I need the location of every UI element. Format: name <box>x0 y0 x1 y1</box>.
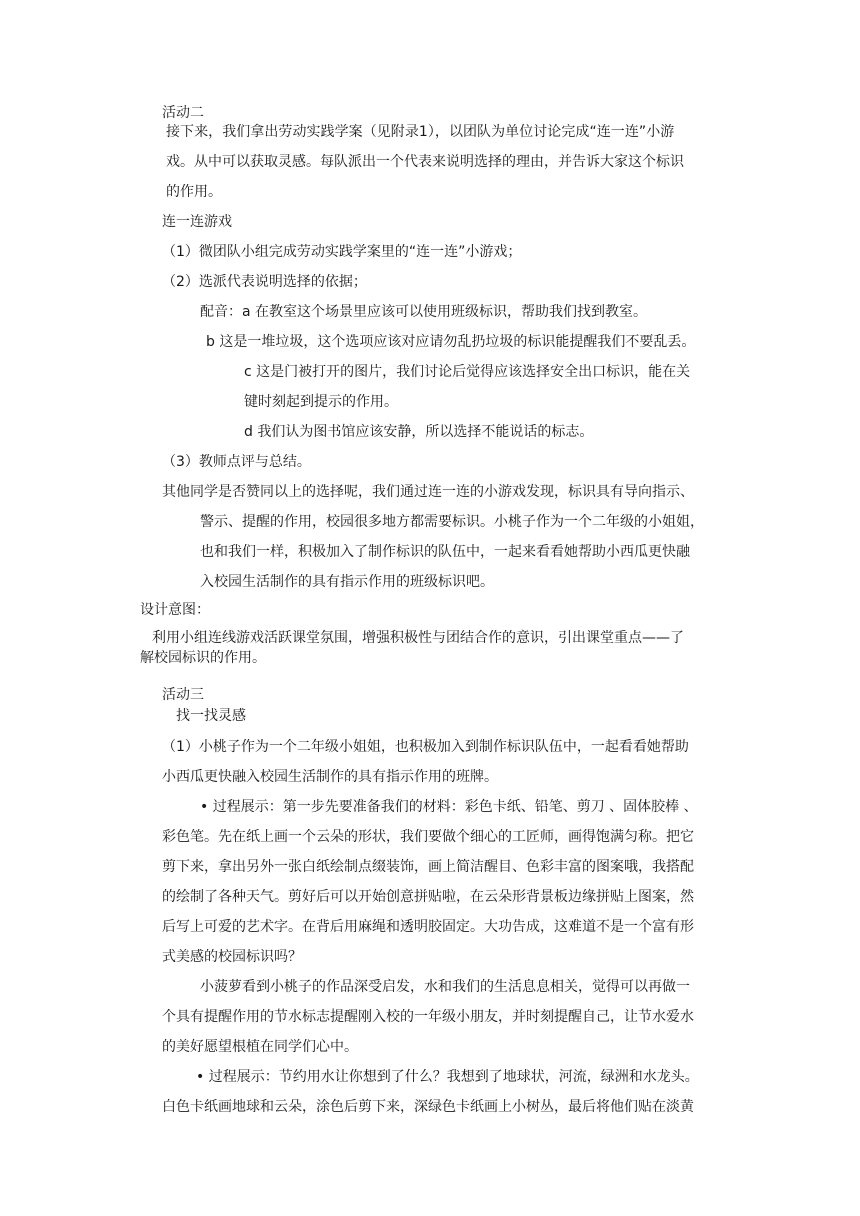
process2-line-1: • 过程展示：节约用水让你想到了什么？我想到了地球状，河流，绿洲和水龙头。 <box>196 1069 699 1085</box>
activity2-intro-line-1: 接下来，我们拿出劳动实践学案（见附录1），以团队为单位讨论完成“连一连”小游 <box>166 124 675 140</box>
activity3-step1-line-1: （1）小桃子作为一个二年级小姐姐，也积极加入到制作标识队伍中，一起看看她帮助 <box>162 739 689 755</box>
dubbing-c-line-2: 键时刻起到提示的作用。 <box>244 394 398 410</box>
design-intent-line-2: 解校园标识的作用。 <box>140 650 266 666</box>
activity3-subtitle: 找一找灵感 <box>176 708 246 724</box>
summary-line-3: 也和我们一样，积极加入了制作标识的队伍中，一起来看看她帮助小西瓜更快融 <box>200 544 690 560</box>
design-intent-label: 设计意图： <box>140 602 210 618</box>
activity2-intro-line-3: 的作用。 <box>166 184 222 200</box>
process1-line-1: • 过程展示：第一步先要准备我们的材料：彩色卡纸、铅笔、剪刀 、固体胶棒 、 <box>200 799 698 815</box>
step-1: （1）微团队小组完成劳动实践学案里的“连一连”小游戏； <box>162 244 522 260</box>
process1-line-6: 式美感的校园标识吗？ <box>162 949 302 965</box>
dubbing-c-line-1: c 这是门被打开的图片，我们讨论后觉得应该选择安全出口标识，能在关 <box>244 364 691 380</box>
pineapple-line-1: 小菠萝看到小桃子的作品深受启发，水和我们的生活息息相关，觉得可以再做一 <box>200 979 690 995</box>
pineapple-line-3: 的美好愿望根植在同学们心中。 <box>162 1039 358 1055</box>
activity3-step1-line-2: 小西瓜更快融入校园生活制作的具有指示作用的班牌。 <box>162 769 498 785</box>
dubbing-a: 配音：a 在教室这个场景里应该可以使用班级标识，帮助我们找到教室。 <box>200 304 648 320</box>
step-3: （3）教师点评与总结。 <box>162 454 311 470</box>
pineapple-line-2: 个具有提醒作用的节水标志提醒刚入校的一年级小朋友，并时刻提醒自己，让节水爱水 <box>162 1009 694 1025</box>
activity2-intro-line-2: 戏。从中可以获取灵感。每队派出一个代表来说明选择的理由，并告诉大家这个标识 <box>166 154 684 170</box>
process1-line-5: 后写上可爱的艺术字。在背后用麻绳和透明胶固定。大功告成，这难道不是一个富有形 <box>162 919 694 935</box>
dubbing-d: d 我们认为图书馆应该安静，所以选择不能说话的标志。 <box>244 424 594 440</box>
summary-line-2: 警示、提醒的作用，校园很多地方都需要标识。小桃子作为一个二年级的小姐姐， <box>200 514 704 530</box>
process2-line-2: 白色卡纸画地球和云朵，涂色后剪下来，深绿色卡纸画上小树丛，最后将他们贴在淡黄 <box>162 1099 694 1115</box>
process1-line-4: 的绘制了各种天气。剪好后可以开始创意拼贴啦，在云朵形背景板边缘拼贴上图案，然 <box>162 889 694 905</box>
process1-line-3: 剪下来，拿出另外一张白纸绘制点缀装饰，画上简洁醒目、色彩丰富的图案哦，我搭配 <box>162 859 694 875</box>
process1-line-2: 彩色笔。先在纸上画一个云朵的形状，我们要做个细心的工匠师，画得饱满匀称。把它 <box>162 829 694 845</box>
activity2-heading: 活动二 <box>162 105 204 121</box>
summary-line-4: 入校园生活制作的具有指示作用的班级标识吧。 <box>200 574 494 590</box>
step-2: （2）选派代表说明选择的依据； <box>162 274 367 290</box>
summary-line-1: 其他同学是否赞同以上的选择呢，我们通过连一连的小游戏发现，标识具有导向指示、 <box>162 484 694 500</box>
design-intent-line-1: 利用小组连线游戏活跃课堂氛围，增强积极性与团结合作的意识，引出课堂重点——了 <box>152 630 684 646</box>
activity3-heading: 活动三 <box>162 687 204 703</box>
dubbing-b: b 这是一堆垃圾，这个选项应该对应请勿乱扔垃圾的标识能提醒我们不要乱丢。 <box>206 334 696 350</box>
game-title: 连一连游戏 <box>162 214 232 230</box>
